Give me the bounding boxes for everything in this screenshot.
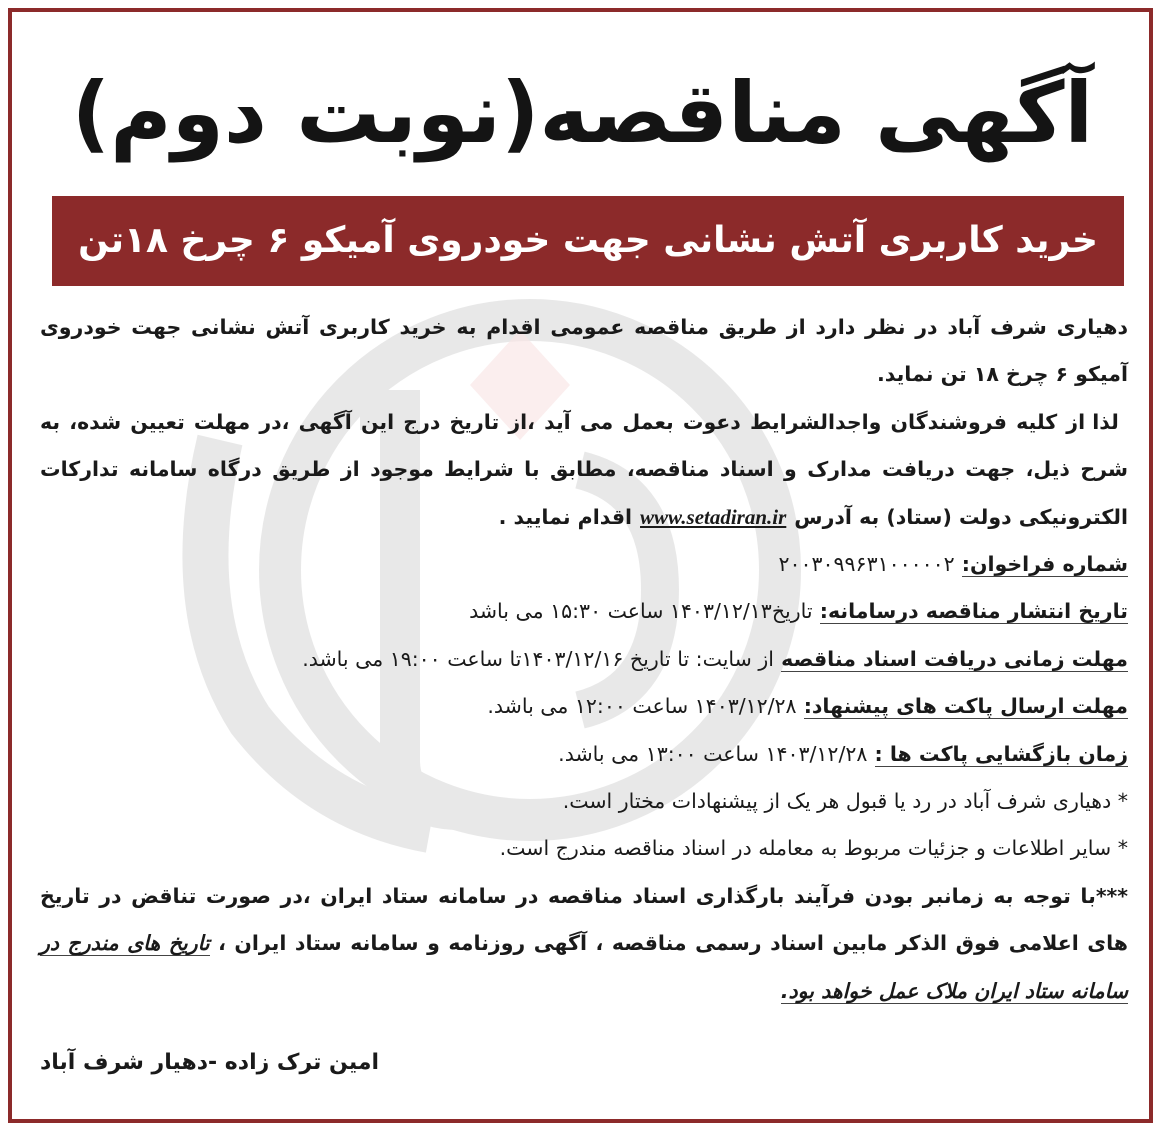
field-value: ۲۰۰۳۰۹۹۶۳۱۰۰۰۰۰۲ <box>778 552 955 577</box>
notice-title: آگهی مناقصه(نوبت دوم) <box>71 64 1094 162</box>
field-label: مهلت زمانی دریافت اسناد مناقصه <box>781 646 1128 671</box>
subject-banner: خرید کاربری آتش نشانی جهت خودروی آمیکو ۶ چرخ ۱۸تن <box>52 196 1124 286</box>
invite-text: لذا از کلیه فروشندگان واجدالشرایط دعوت بعمل می آید ،از تاریخ درج این آگهی ،در مهلت تعیین شده، به شرح ذیل، جهت دریافت مدارک و اسناد مناقصه، مطابق با شرایط موجود از طریق درگاه سامانه تدارکات الکترونیکی دولت (ستاد) به آدرس <box>40 409 1128 529</box>
setad-url-link[interactable]: www.setadiran.ir <box>640 504 787 529</box>
note-item: * دهیاری شرف آباد در رد یا قبول هر یک از پیشنهادات مختار است. <box>562 789 1128 814</box>
field-value: از سایت: تا تاریخ ۱۴۰۳/۱۲/۱۶تا ساعت ۱۹:۰۰ می باشد. <box>302 646 774 671</box>
final-note-emphasis: تاریخ های مندرج در سامانه ستاد ایران ملاک عمل خواهد بود. <box>40 931 1128 1003</box>
field-value: تاریخ۱۴۰۳/۱۲/۱۳ ساعت ۱۵:۳۰ می باشد <box>469 599 813 624</box>
field-document-deadline <box>40 636 1128 683</box>
intro-paragraph: دهیاری شرف آباد در نظر دارد از طریق مناقصه عمومی اقدام به خرید کاربری آتش نشانی جهت خودروی آمیکو ۶ چرخ ۱۸ تن نماید. <box>40 315 1128 387</box>
field-label: شماره فراخوان: <box>961 552 1128 577</box>
field-submission-deadline <box>40 683 1128 730</box>
field-call-number <box>40 541 1128 588</box>
note-item: * سایر اطلاعات و جزئیات مربوط به معامله در اسناد مناقصه مندرج است. <box>499 836 1128 861</box>
field-publish-date <box>40 588 1128 635</box>
notice-body <box>40 304 1128 1015</box>
invite-paragraph <box>40 399 1128 541</box>
final-note-text: ***با توجه به زمانبر بودن فرآیند بارگذاری اسناد مناقصه در سامانه ستاد ایران ،در صورت تناقض در تاریخ های اعلامی فوق الذکر مابین اسناد رسمی مناقصه ، آگهی روزنامه و سامانه ستاد ایران ، <box>40 883 1128 956</box>
field-opening-time <box>40 731 1128 778</box>
field-label: تاریخ انتشار مناقصه درسامانه: <box>819 599 1128 624</box>
field-label: مهلت ارسال پاکت های پیشنهاد: <box>803 694 1128 719</box>
final-note <box>40 873 1128 1015</box>
field-value: ۱۴۰۳/۱۲/۲۸ ساعت ۱۳:۰۰ می باشد. <box>558 741 868 766</box>
field-value: ۱۴۰۳/۱۲/۲۸ ساعت ۱۲:۰۰ می باشد. <box>487 694 797 719</box>
field-label: زمان بازگشایی پاکت ها : <box>874 741 1128 766</box>
invite-end: اقدام نمایید . <box>498 504 633 529</box>
signature: امین ترک زاده -دهیار شرف آباد <box>40 1050 380 1075</box>
